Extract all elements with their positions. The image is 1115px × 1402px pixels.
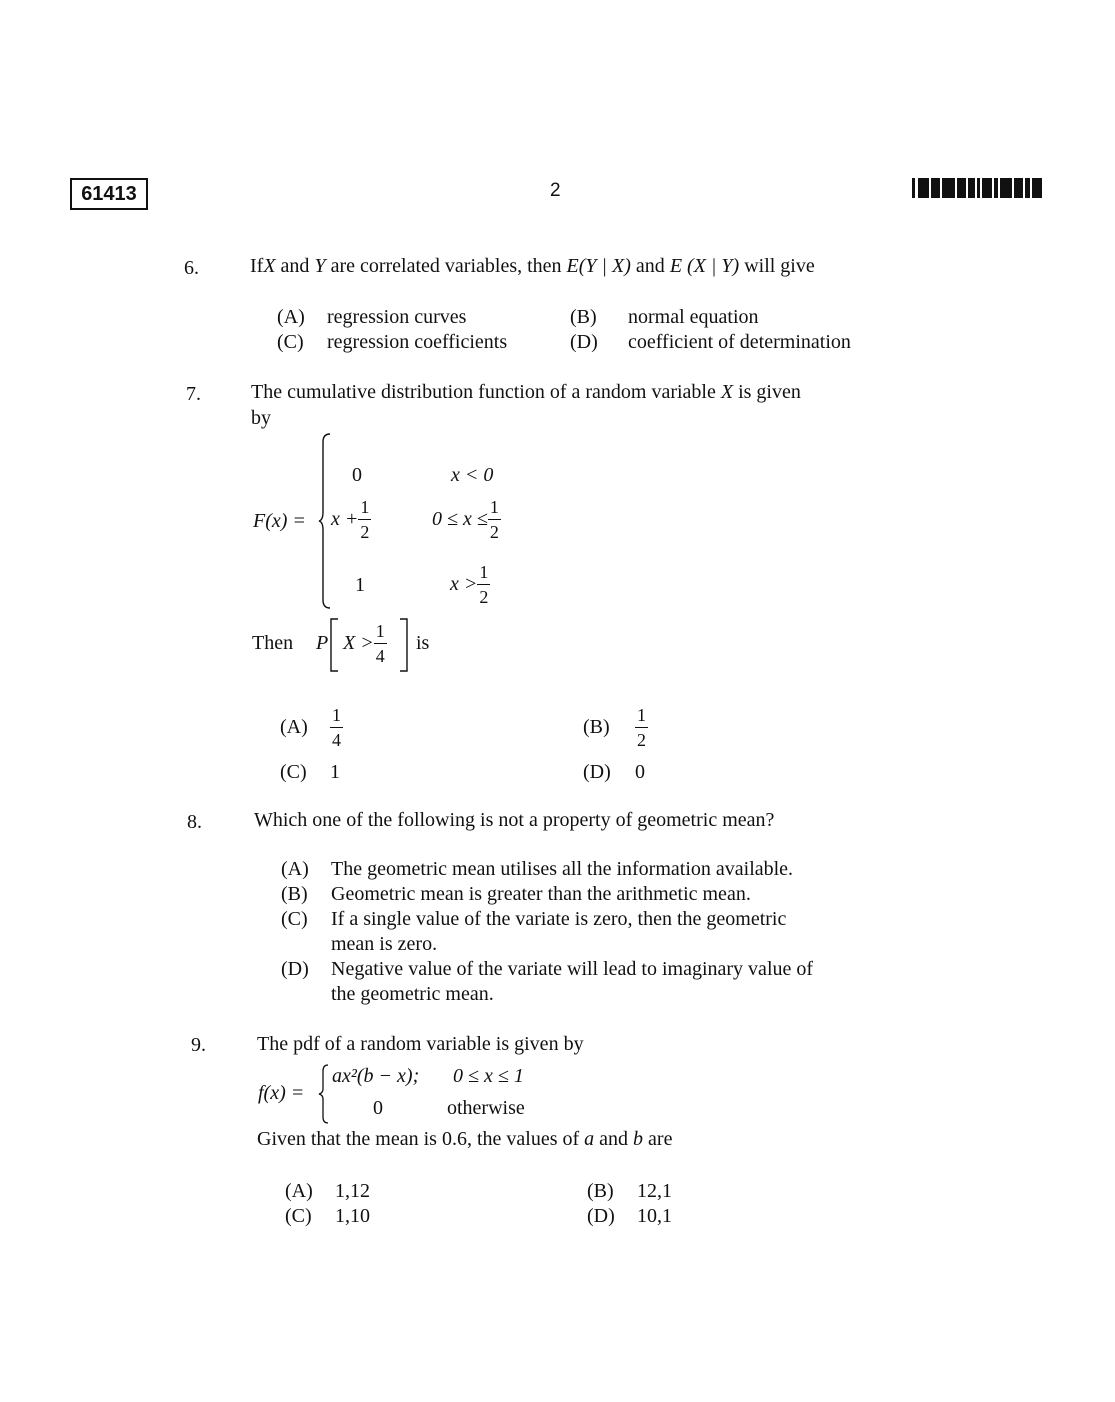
q7-prob-P: P: [316, 632, 329, 654]
q7-case1-value: 0: [352, 464, 362, 486]
q9-fx-label: f(x) =: [258, 1082, 305, 1104]
q7-option-b-fraction: $\frac{1}{2}$: [637, 705, 646, 750]
q8-stem: Which one of the following is not a property of geometric mean?: [254, 809, 775, 831]
q7-stem: The cumulative distribution function of a random variable X is given: [251, 381, 801, 403]
q7-case3-condition: x > $\frac{1}{2}$: [450, 562, 489, 607]
q9-left-brace: [318, 1063, 330, 1125]
q7-case2-condition: 0 ≤ x ≤ $\frac{1}{2}$: [432, 497, 499, 542]
q8-option-c-line2: mean is zero.: [331, 933, 438, 955]
q6-option-d[interactable]: (D) coefficient of determination: [570, 331, 851, 353]
q9-case2-value: 0: [373, 1097, 383, 1119]
q6-number: 6.: [184, 257, 199, 279]
q7-number: 7.: [186, 383, 201, 405]
q7-option-a-fraction: $\frac{1}{4}$: [332, 705, 341, 750]
page-number: 2: [550, 180, 561, 201]
q7-case3-value: 1: [355, 574, 365, 596]
q9-option-c[interactable]: (C) 1,10: [285, 1205, 370, 1227]
q7-option-a[interactable]: (A) $\frac{1}{4}$: [280, 705, 341, 750]
q7-prob-expression: X > $\frac{1}{4}$: [343, 621, 385, 666]
q7-left-brace: [318, 432, 332, 610]
q6-option-c[interactable]: (C) regression coefficients: [277, 331, 508, 353]
q7-left-bracket: [328, 617, 340, 673]
q7-stem-line2: by: [251, 407, 271, 429]
q9-case1-condition: 0 ≤ x ≤ 1: [453, 1065, 524, 1087]
q9-number: 9.: [191, 1034, 206, 1056]
q9-option-a[interactable]: (A) 1,12: [285, 1180, 370, 1202]
q7-prob-fraction: $\frac{1}{4}$: [375, 621, 385, 666]
q7-option-c[interactable]: (C) 1: [280, 761, 340, 783]
q9-given: Given that the mean is 0.6, the values of a and b are: [257, 1128, 673, 1150]
q7-fx-label: F(x) =: [253, 510, 306, 532]
q7-right-bracket: [398, 617, 410, 673]
q7-option-b[interactable]: (B) $\frac{1}{2}$: [583, 705, 646, 750]
q7-case1-condition: x < 0: [451, 464, 494, 486]
q7-case2-cond-fraction: $\frac{1}{2}$: [489, 497, 499, 542]
barcode-graphic: [912, 178, 1042, 198]
q9-case1-value: ax²(b − x);: [332, 1065, 420, 1087]
q8-option-b[interactable]: (B) Geometric mean is greater than the arithmetic mean.: [281, 883, 751, 905]
q8-option-d-line2: the geometric mean.: [331, 983, 494, 1005]
paper-code: 61413: [70, 178, 148, 210]
q8-option-d[interactable]: (D) Negative value of the variate will lead to imaginary value of: [281, 958, 814, 980]
q8-number: 8.: [187, 811, 202, 833]
q9-option-d[interactable]: (D) 10,1: [587, 1205, 672, 1227]
q8-option-a[interactable]: (A) The geometric mean utilises all the information available.: [281, 858, 794, 880]
q7-case2-value: x + $\frac{1}{2}$: [331, 497, 370, 542]
q6-stem: IfX and Y are correlated variables, then E(Y | X) and E (X | Y) will give: [250, 255, 815, 277]
q7-option-d[interactable]: (D) 0: [583, 761, 645, 783]
q7-then: Then: [252, 632, 294, 654]
q7-case2-fraction: $\frac{1}{2}$: [360, 497, 370, 542]
q7-is: is: [416, 632, 430, 654]
q9-option-b[interactable]: (B) 12,1: [587, 1180, 672, 1202]
q9-stem: The pdf of a random variable is given by: [257, 1033, 584, 1055]
q7-case3-cond-fraction: $\frac{1}{2}$: [479, 562, 489, 607]
q9-case2-condition: otherwise: [447, 1097, 525, 1119]
q8-option-c[interactable]: (C) If a single value of the variate is zero, then the geometric: [281, 908, 787, 930]
q6-option-b[interactable]: (B) normal equation: [570, 306, 759, 328]
q6-option-a[interactable]: (A) regression curves: [277, 306, 467, 328]
